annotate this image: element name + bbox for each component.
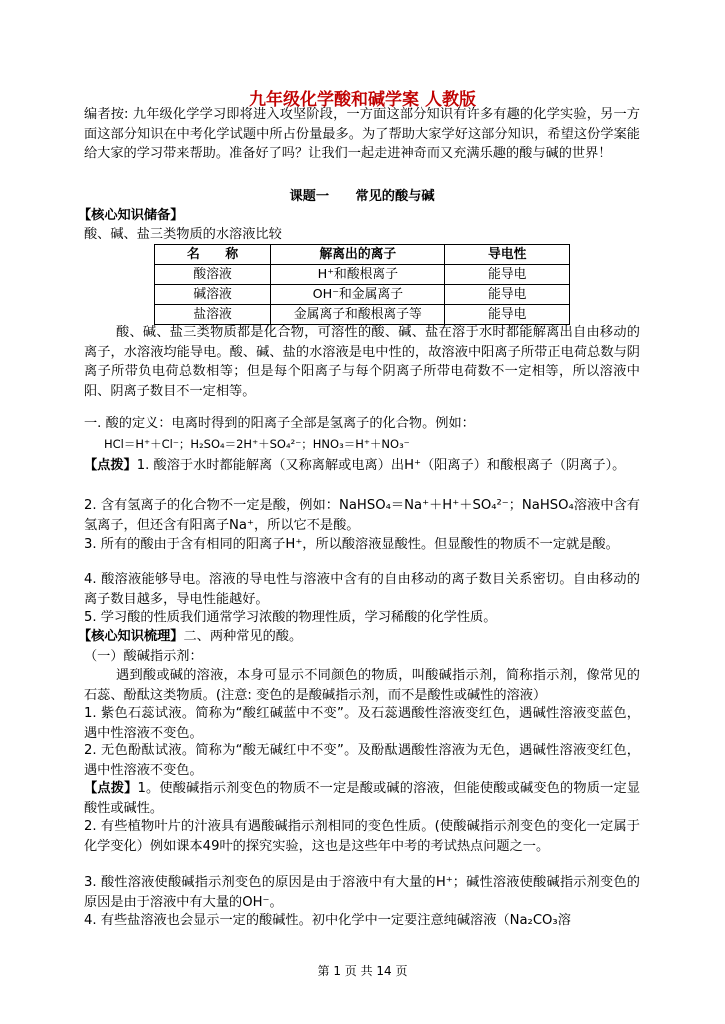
- table-cell: 金属离子和酸根离子等: [271, 305, 445, 325]
- indicator-paragraph: 遇到酸或碱的溶液，本身可显示不同颜色的物质，叫酸碱指示剂，简称指示剂，像常见的石蕊、酚酞这类物质。(注意: 变色的是酸碱指示剂，而不是酸性或碱性的溶液）: [84, 668, 640, 703]
- tip1-text: 1. 酸溶于水时都能解离（又称离解或电离）出H⁺（阳离子）和酸根离子（阴离子）。: [136, 458, 626, 473]
- table-cell: 能导电: [445, 265, 570, 285]
- tip5-text: 5. 学习酸的性质我们通常学习浓酸的物理性质，学习稀酸的化学性质。: [84, 610, 497, 625]
- table-cell: 碱溶液: [155, 285, 271, 305]
- tip3-text: 3. 所有的酸由于含有相同的阳离子H⁺，所以酸溶液显酸性。但显酸性的物质不一定就是酸。: [84, 537, 619, 552]
- core-sort-block: [78, 627, 634, 647]
- table-cell: 盐溶液: [155, 305, 271, 325]
- table-header-cell: 解离出的离子: [271, 245, 445, 265]
- phenolphthalein-item: 2. 无色酚酞试液。简称为“酸无碱红中不变”。及酚酞遇酸性溶液为无色，遇碱性溶液变红色，遇中性溶液不变色。: [84, 743, 640, 778]
- table-header-cell: 导电性: [445, 245, 570, 265]
- section-core-reserve: 【核心知识储备】: [78, 208, 184, 223]
- table-row: [155, 265, 570, 285]
- table-row: [155, 285, 570, 305]
- table-cell: 能导电: [445, 305, 570, 325]
- acid-equations: HCl＝H⁺＋Cl⁻；H₂SO₄＝2H⁺＋SO₄²⁻；HNO₃＝H⁺＋NO₃⁻: [104, 437, 410, 451]
- tip1-block: [84, 456, 640, 476]
- table-header-row: [155, 245, 570, 265]
- tip2-4-text: 4. 有些盐溶液也会显示一定的酸碱性。初中化学中一定要注意纯碱溶液（Na₂CO₃溶: [84, 913, 571, 928]
- table-caption: 酸、碱、盐三类物质的水溶液比较: [84, 227, 282, 242]
- tip-label: 【点拨】: [84, 781, 138, 796]
- lesson-heading: 课题一 常见的酸与碱: [289, 189, 435, 204]
- table-cell: 酸溶液: [155, 265, 271, 285]
- page-footer: 第 1 页 共 14 页: [317, 964, 408, 978]
- page-title: 九年级化学酸和碱学案 人教版: [249, 90, 476, 110]
- indicator-subheading: （一）酸碱指示剂：: [84, 649, 203, 664]
- table-header-cell: 名 称: [155, 245, 271, 265]
- tip4-text: 4. 酸溶液能够导电。溶液的导电性与溶液中含有的自由移动的离子数目关系密切。自由移动的离子数目越多，导电性能越好。: [84, 572, 640, 607]
- tip2-1-text: 1。使酸碱指示剂变色的物质不一定是酸或碱的溶液，但能使酸或碱变色的物质一定显酸性或碱性。: [84, 781, 641, 816]
- section-core-sort: 【核心知识梳理】: [78, 629, 184, 644]
- table-row: [155, 305, 570, 325]
- tip2-text: 2. 含有氢离子的化合物不一定是酸，例如：NaHSO₄＝Na⁺＋H⁺＋SO₄²⁻；NaHSO₄溶液中含有氢离子，但还含有阳离子Na⁺，所以它不是酸。: [84, 498, 640, 533]
- acid-definition: 一. 酸的定义：电离时得到的阳离子全部是氢离子的化合物。例如：: [84, 416, 475, 431]
- salt-solution-paragraph: 酸、碱、盐三类物质都是化合物，可溶性的酸、碱、盐在溶于水时都能解离出自由移动的离子，水溶液均能导电。酸、碱、盐的水溶液是电中性的，故溶液中阳离子所带正电荷总数与阴离子所带负电荷总数相等；但是每个阳离子与每个阴离子所带电荷数不一定相等，所以溶液中阳、阴离子数目不一定相等。: [84, 325, 640, 399]
- tip2-1-block: [84, 779, 640, 818]
- litmus-item: 1. 紫色石蕊试液。简称为“酸红碱蓝中不变”。及石蕊遇酸性溶液变红色，遇碱性溶液变蓝色，遇中性溶液不变色。: [84, 706, 640, 741]
- table-cell: H⁺和酸根离子: [271, 265, 445, 285]
- tip-label: 【点拨】: [84, 458, 137, 473]
- ion-comparison-table: [154, 244, 570, 325]
- intro-paragraph: 编者按: 九年级化学学习即将进入攻坚阶段，一方面这部分知识有许多有趣的化学实验，另一方面这部分知识在中考化学试题中所占份量最多。为了帮助大家学好这部分知识，希望这份学案能给大家的学习带来帮助。准备好了吗？让我们一起走进神奇而又充满乐趣的酸与碱的世界！: [84, 107, 640, 162]
- table-cell: OH⁻和金属离子: [271, 285, 445, 305]
- tip2-3-text: 3. 酸性溶液使酸碱指示剂变色的原因是由于溶液中有大量的H⁺；碱性溶液使酸碱指示剂变色的原因是由于溶液中有大量的OH⁻。: [84, 875, 640, 910]
- tip2-2-text: 2. 有些植物叶片的汁液具有遇酸碱指示剂相同的变色性质。(使酸碱指示剂变色的变化一定属于化学变化）例如课本49叶的探究实验，这也是这些年中考的考试热点问题之一。: [84, 819, 640, 854]
- section-core-sort-rest: 二、两种常见的酸。: [183, 629, 303, 644]
- table-cell: 能导电: [445, 285, 570, 305]
